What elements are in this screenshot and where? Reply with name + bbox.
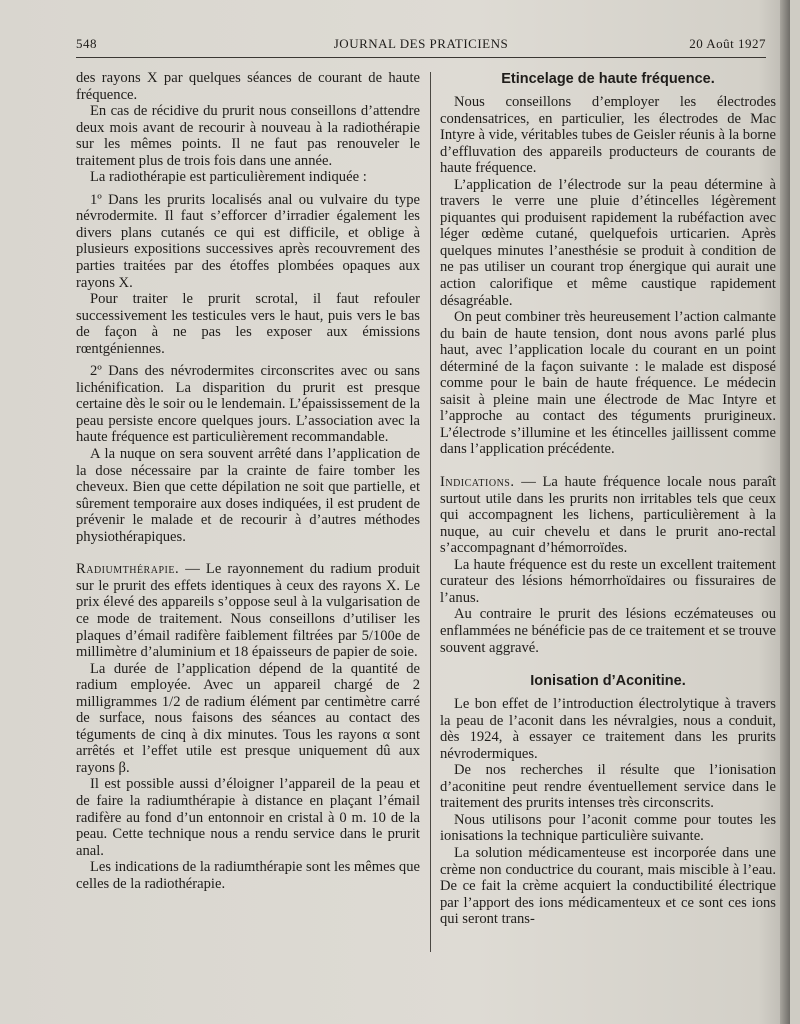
paragraph: La solution médicamenteuse est incorporée dans une crème non conductrice du courant, mais miscible à l’eau. De ce fait la crème acquiert la conductibilité électrique par l’apport des ions médicamenteux et ce sont ces ions qui seront trans- xyxy=(440,844,776,928)
paragraph: 2º Dans des névrodermites circonscrites avec ou sans lichénification. La disparition du prurit est presque certaine dès le soir ou le lendemain. L’épaississement de la peau persiste encore quelques jours. L’association avec la haute fréquence est particulièrement recommandable. xyxy=(76,363,420,446)
paragraph: En cas de récidive du prurit nous conseillons d’attendre deux mois avant de recourir à nouveau à la radiothérapie sur les mêmes points. Il ne faut pas renouveler le traitement plus de trois fois dans une année. xyxy=(76,103,420,169)
paragraph: Au contraire le prurit des lésions eczémateuses ou enflammées ne bénéficie pas de ce traitement et se trouve souvent aggravé. xyxy=(440,606,776,656)
paragraph: La haute fréquence est du reste un excellent traitement curateur des lésions hémorrhoïdaires ou fissuraires de l’anus. xyxy=(440,556,776,606)
right-column xyxy=(440,70,776,928)
page-edge xyxy=(780,0,790,1024)
paragraph: des rayons X par quelques séances de courant de haute fréquence. xyxy=(76,70,420,103)
column-divider xyxy=(430,72,431,952)
paragraph: La durée de l’application dépend de la quantité de radium employée. Avec un appareil chargé de 2 milligrammes 1/2 de radium élément par centimètre carré de surface, nous faisons des séances au contact des téguments de cinq à dix minutes. Tous les rayons α sont arrêtés et l’effet utile est presque uniquement dû aux rayons β. xyxy=(76,660,420,776)
section-label-radiumtherapie: Radiumthérapie. xyxy=(76,561,180,578)
paragraph: Nous utilisons pour l’aconit comme pour toutes les ionisations la technique particulière suivante. xyxy=(440,811,776,845)
left-column xyxy=(76,70,420,892)
section-heading-ionisation: Ionisation d’Aconitine. xyxy=(530,673,686,690)
paragraph: Pour traiter le prurit scrotal, il faut refouler successivement les testicules vers le haut, puis vers le bas de façon à ne pas les exposer aux émissions rœntgéniennes. xyxy=(76,291,420,357)
running-header xyxy=(76,36,766,56)
section-heading-etincelage: Etincelage de haute fréquence. xyxy=(501,71,715,87)
issue-date: 20 Août 1927 xyxy=(689,36,766,51)
paragraph: A la nuque on sera souvent arrêté dans l’application de la dose nécessaire par la crainte de faire tomber les cheveux. Bien que cette dépilation ne soit que partielle, et sûrement temporaire aux doses indiquées, il est prudent de prévenir le malade et de recourir à d’autres méthodes physiothérapiques. xyxy=(76,446,420,545)
paragraph-indications xyxy=(440,474,776,557)
journal-title: JOURNAL DES PRATICIENS xyxy=(333,36,509,51)
paragraph-text: — La haute fréquence locale nous paraît surtout utile dans les prurits non irritables tels que ceux qui accompagnent les lichens, particulièrement à la nuque, au cuir chevelu et dans le prurit ano-rectal s’accompagnant d’hémorroïdes. xyxy=(440,474,776,557)
header-rule xyxy=(76,57,766,58)
paragraph-radiumtherapie xyxy=(76,561,420,660)
paragraph: L’application de l’électrode sur la peau détermine à travers le verre une pluie d’étincelles légèrement piquantes qui produisent rapidement la rubéfaction avec léger œdème cutané, quelquefois urticarien. Après quelques minutes l’anesthésie se produit à condition de ne pas utiliser un courant trop énergique qui aurait une action calorifique et même caustique rapidement désagréable. xyxy=(440,176,776,309)
section-label-indications: Indications. xyxy=(440,474,515,491)
page-number: 548 xyxy=(76,36,97,51)
paragraph: Les indications de la radiumthérapie sont les mêmes que celles de la radiothérapie. xyxy=(76,859,420,892)
paragraph: La radiothérapie est particulièrement indiquée : xyxy=(90,169,367,186)
paragraph: On peut combiner très heureusement l’action calmante du bain de haute tension, dont nous avons parlé plus haut, avec l’application locale du courant en un point déterminé de la façon suivante : le malade est disposé comme pour le bain de haute fréquence. Le médecin saisit à pleine main une électrode de Mac Intyre et l’approche au contact des téguments prurigineux. L’électrode s’illumine et les étincelles jaillissent comme dans l’application précédente. xyxy=(440,309,776,458)
paragraph: Nous conseillons d’employer les électrodes condensatrices, en particulier, les électrodes de Mac Intyre à vide, véritables tubes de Geisler réunis à la borne d’effluvation des appareils producteurs de courants de haute fréquence. xyxy=(440,94,776,177)
paragraph-text: — Le rayonnement du radium produit sur le prurit des effets identiques à ceux des rayons X. Le prix élevé des appareils s’oppose seul à la vulgarisation de ce mode de traitement. Nous conseillons d’utiliser les plaques d’émail radifère faiblement filtrées par 5/100e de millimètre d’aluminium et 18 épaisseurs de papier de soie. xyxy=(76,561,420,661)
paragraph: De nos recherches il résulte que l’ionisation d’aconitine peut rendre éventuellement service dans le traitement des prurits intenses très circonscrits. xyxy=(440,762,776,812)
paragraph: Il est possible aussi d’éloigner l’appareil de la peau et de faire la radiumthérapie à distance en plaçant l’émail radifère au fond d’un entonnoir en cristal à 0 m. 10 de la peau. Cette technique nous a rendu service dans le prurit anal. xyxy=(76,776,420,859)
paragraph: 1º Dans les prurits localisés anal ou vulvaire du type névrodermite. Il faut s’efforcer d’irradier également les divers plans cutanés ce qui est difficile, et oblige à plusieurs expositions successives après recouvrement des parties traitées par des étoffes plombées opaques aux rayons X. xyxy=(76,191,420,291)
paragraph: Le bon effet de l’introduction électrolytique à travers la peau de l’aconit dans les névralgies, nous a conduit, dès 1924, à essayer ce traitement dans les prurits névrodermiques. xyxy=(440,696,776,762)
